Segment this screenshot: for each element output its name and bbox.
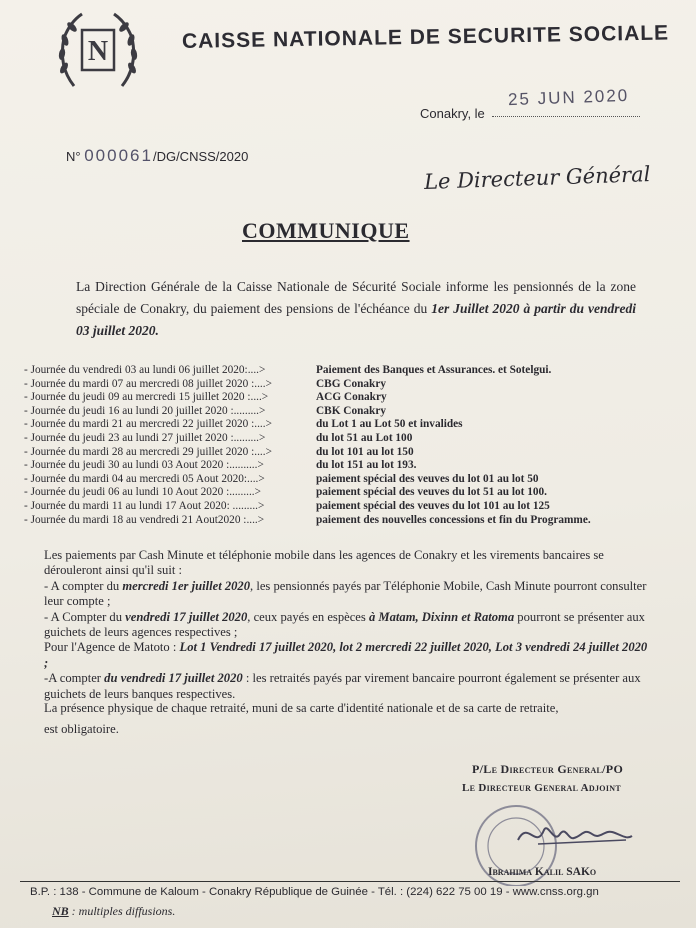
payments-cash (44, 610, 654, 641)
schedule-row (24, 514, 664, 528)
schedule-beneficiary: paiement spécial des veuves du lot 51 au lot 100. (316, 486, 547, 499)
text-span: : les retraités payés par virement bancaire pourront également se présenter aux guichets de leurs banques respectives. (44, 671, 641, 701)
intro-paragraph (76, 276, 636, 342)
svg-text:N: N (87, 36, 109, 67)
text-span: pourront se présenter aux guichets de leurs agences respectives ; (44, 609, 645, 640)
text-span: , ceux payés en espèces (247, 609, 369, 624)
schedule-date: - Journée du jeudi 06 au lundi 10 Aout 2020 :.........> (24, 486, 261, 499)
schedule-row (24, 391, 664, 405)
bold-italic-span: du vendredi 17 juillet 2020 (104, 671, 243, 686)
schedule-row (24, 405, 664, 419)
date-stamp: 25 JUN 2020 (507, 85, 630, 110)
schedule-beneficiary: CBK Conakry (316, 404, 386, 417)
schedule-date: - Journée du mardi 07 au mercredi 08 juillet 2020 :....> (24, 377, 272, 390)
schedule-beneficiary: Paiement des Banques et Assurances. et Sotelgui. (316, 364, 552, 376)
bold-italic-span: Lot 1 Vendredi 17 juillet 2020, lot 2 mercredi 22 juillet 2020, Lot 3 vendredi 24 juillet 2020 ; (44, 640, 648, 670)
schedule-date: - Journée du mardi 04 au mercredi 05 Aout 2020:....> (24, 472, 265, 485)
date-dotted-line (492, 116, 640, 117)
text-span: -A compter (44, 671, 105, 686)
signature-line-1: P/Le Directeur General/PO (472, 762, 624, 776)
schedule-beneficiary: paiement des nouvelles concessions et fin du Programme. (316, 513, 591, 526)
cnss-logo-icon (52, 6, 144, 98)
schedule-date: - Journée du jeudi 23 au lundi 27 juillet 2020 :.........> (24, 431, 266, 444)
intro-text: La Direction Générale de la Caisse Nationale de Sécurité Sociale informe les pensionnés de la zone spéciale de Conakry, du paiement des pensions de l'échéance du (76, 279, 636, 316)
place-label: Conakry, le (420, 106, 485, 121)
schedule-row (24, 364, 664, 378)
footer-divider (20, 881, 680, 882)
nb-label: NB (52, 904, 69, 918)
schedule-row (24, 459, 664, 473)
payments-intro: Les paiements par Cash Minute et téléphonie mobile dans les agences de Conakry et les virements bancaires se dérouleront ainsi qu'il suit : (44, 548, 604, 578)
nb-text: : multiples diffusions. (68, 904, 176, 918)
schedule-row (24, 446, 664, 460)
schedule-row (24, 473, 664, 487)
text-span: Pour l'Agence de Matoto : (44, 640, 180, 655)
reference-number (66, 146, 248, 166)
schedule-row (24, 486, 664, 500)
schedule-beneficiary: ACG Conakry (316, 391, 387, 404)
schedule-date: - Journée du mardi 28 au mercredi 29 juillet 2020 :....> (24, 445, 272, 458)
presence-line-1: La présence physique de chaque retraité, muni de sa carte d'identité nationale et de sa carte de retraite, (44, 701, 559, 715)
schedule-date: - Journée du mardi 18 au vendredi 21 Aout2020 :....> (24, 513, 265, 526)
reference-suffix: /DG/CNSS/2020 (152, 149, 249, 164)
payments-matoto (44, 640, 654, 671)
schedule-date: - Journée du vendredi 03 au lundi 06 juillet 2020:....> (24, 364, 266, 376)
schedule-row (24, 500, 664, 514)
schedule-beneficiary: CBG Conakry (316, 377, 386, 390)
text-span: , les pensionnés payés par Téléphonie Mobile, Cash Minute pourront consulter leur compte ; (44, 578, 647, 609)
payment-schedule (24, 364, 664, 527)
schedule-date: - Journée du jeudi 30 au lundi 03 Aout 2020 :..........> (24, 459, 264, 472)
schedule-date: - Journée du jeudi 16 au lundi 20 juillet 2020 :.........> (24, 404, 266, 417)
schedule-beneficiary: paiement spécial des veuves du lot 101 au lot 125 (316, 499, 550, 512)
signer-name: Ibrahima Kalil SAKo (488, 866, 597, 878)
schedule-beneficiary: paiement spécial des veuves du lot 01 au lot 50 (316, 472, 539, 485)
schedule-beneficiary: du lot 151 au lot 193. (316, 459, 417, 472)
organization-name: CAISSE NATIONALE DE SECURITE SOCIALE (181, 21, 670, 53)
bold-italic-span: mercredi 1er juillet 2020 (122, 578, 251, 593)
schedule-beneficiary: du lot 51 au Lot 100 (316, 431, 413, 444)
schedule-row (24, 378, 664, 392)
intro-bold-date: 1er Juillet 2020 à partir du vendredi 03 juillet 2020. (76, 301, 636, 338)
presence-notice (44, 698, 654, 740)
signature-line-2: Le Directeur General Adjoint (462, 782, 621, 794)
text-span: - A compter du (44, 578, 123, 593)
nb-note (52, 904, 175, 919)
reference-stamped-number: 000061 (84, 146, 153, 165)
schedule-date: - Journée du mardi 21 au mercredi 22 juillet 2020 :....> (24, 418, 272, 431)
schedule-date: - Journée du jeudi 09 au mercredi 15 juillet 2020 :....> (24, 391, 269, 404)
handwritten-signature-icon (508, 810, 638, 860)
presence-line-2: est obligatoire. (44, 722, 119, 736)
document-title: COMMUNIQUE (242, 218, 410, 243)
bold-italic-span: vendredi 17 juillet 2020 (125, 609, 248, 624)
schedule-beneficiary: du lot 101 au lot 150 (316, 445, 414, 458)
payments-mobile (44, 579, 654, 610)
schedule-beneficiary: du Lot 1 au Lot 50 et invalides (316, 418, 463, 431)
schedule-row (24, 418, 664, 432)
payments-section (44, 548, 654, 702)
schedule-date: - Journée du mardi 11 au lundi 17 Aout 2020: .........> (24, 499, 265, 512)
text-span: - A Compter du (44, 609, 126, 624)
footer-address: B.P. : 138 - Commune de Kaloum - Conakry République de Guinée - Tél. : (224) 622 75 00 19 - www.cnss.org.gn (30, 886, 599, 898)
bold-italic-span: à Matam, Dixinn et Ratoma (368, 609, 515, 624)
signatory-title: Le Directeur Général (423, 162, 651, 194)
schedule-row (24, 432, 664, 446)
reference-prefix: N° (66, 149, 81, 164)
